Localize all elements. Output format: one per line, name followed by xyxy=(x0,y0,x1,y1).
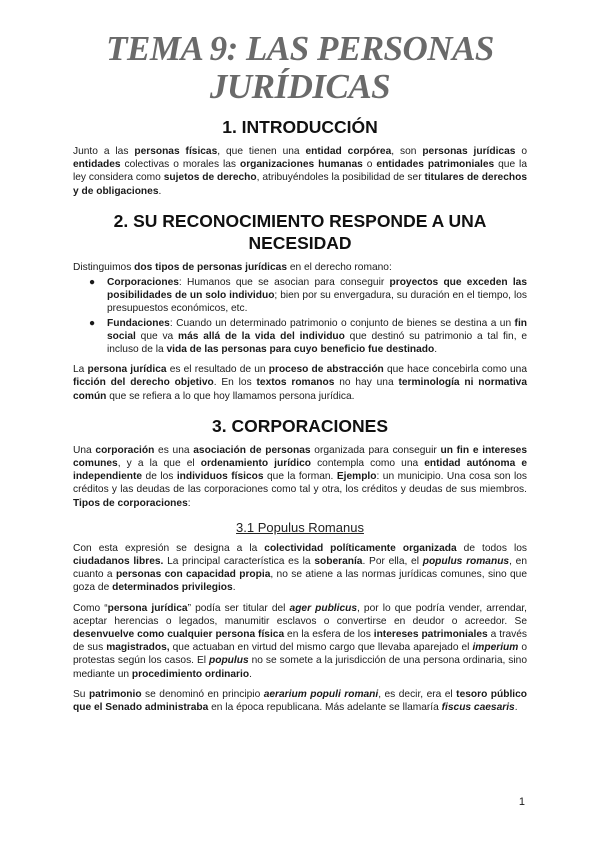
text-run: o xyxy=(515,146,528,157)
text-run: ager publicus xyxy=(289,602,358,614)
text-run: proyectos que exceden las posibilidades de un solo individuo xyxy=(107,277,527,302)
text-run: que la ley considera como xyxy=(73,159,527,184)
subsection-paragraph-1 xyxy=(73,542,527,595)
text-run: terminología ni normativa común xyxy=(73,377,527,402)
subsection-heading: 3.1 Populus Romanus xyxy=(236,519,364,535)
bullet-icon: ● xyxy=(89,277,96,289)
text-run: que la forman. xyxy=(263,471,337,483)
text-run: a través de sus xyxy=(73,629,527,654)
text-run: fiscus caesaris xyxy=(441,702,515,714)
document-page xyxy=(73,30,527,721)
text-run: , por lo que podría vender, arrendar, aceptar herencias o legados, manumitir esclavos o convertirse en deudor o acreedor. Se xyxy=(73,602,528,627)
text-run: corporación xyxy=(95,444,155,456)
text-run: : un municipio. Una cosa son los créditos y las deudas de las corporaciones como tal y otra, los créditos y deudas de sus miembros. xyxy=(73,471,527,496)
text-run: , que tienen una xyxy=(217,146,306,157)
text-run: personas jurídicas xyxy=(422,146,516,157)
text-run: . Por ella, el xyxy=(362,556,423,568)
section-3-heading: 3. CORPORACIONES xyxy=(212,415,388,436)
text-run: . xyxy=(232,582,236,594)
section-2-heading xyxy=(73,210,527,254)
text-run: Una xyxy=(73,444,96,456)
text-run: Ejemplo xyxy=(336,471,377,483)
text-run: populus xyxy=(209,655,249,667)
list-item-text xyxy=(107,318,527,355)
text-run: imperium xyxy=(472,642,519,654)
text-run: determinados privilegios xyxy=(112,582,233,594)
text-run: más allá de la vida del individuo xyxy=(178,330,345,342)
document-title xyxy=(73,30,527,106)
section-2-intro xyxy=(73,261,527,274)
subsection-paragraph-3 xyxy=(73,688,527,714)
text-run: sujetos de derecho xyxy=(163,172,257,184)
text-run: que va xyxy=(135,330,179,342)
text-run: , no se atiene a las normas jurídicas comunes, sino que goza de xyxy=(73,569,527,594)
text-run: Con esta expresión se designa a la xyxy=(73,542,265,554)
text-run: contempla como una xyxy=(310,458,425,470)
title-line-2: JURÍDICAS xyxy=(209,67,391,106)
text-run: que hace concebirla como una xyxy=(383,364,528,376)
text-run: de los xyxy=(142,471,177,483)
text-run: : Humanos que se asocian para conseguir xyxy=(178,277,390,289)
text-run: es una xyxy=(154,444,194,456)
title-line-1: TEMA 9: LAS PERSONAS xyxy=(106,29,494,68)
text-run: Junto a las xyxy=(73,146,135,157)
text-run: desenvuelve como cualquier persona física xyxy=(73,629,285,641)
bullet-icon: ● xyxy=(89,317,96,329)
text-run: ; bien por su envergadura, su duración en el tiempo, los presupuestos económicos, etc. xyxy=(107,290,527,315)
text-run: ciudadanos libres. xyxy=(73,556,168,568)
text-run: procedimiento ordinario xyxy=(131,668,250,680)
text-run: Tipos de corporaciones xyxy=(73,497,188,509)
text-run: ” podía ser titular del xyxy=(187,602,290,614)
text-run: proceso de abstracción xyxy=(268,364,384,376)
text-run: personas con capacidad propia xyxy=(115,569,271,581)
text-run: de todos los xyxy=(456,542,527,554)
text-run: Corporaciones xyxy=(107,277,179,289)
text-run: magistrados, xyxy=(106,642,170,654)
text-run: persona jurídica xyxy=(87,364,167,376)
page-number: 1 xyxy=(518,796,525,808)
text-run: , y a la que el xyxy=(117,458,201,470)
text-run: individuos físicos xyxy=(176,471,264,483)
text-run: organizada para conseguir xyxy=(310,444,441,456)
text-run: asociación de personas xyxy=(193,444,311,456)
text-run: que se refiera a lo que hoy llamamos persona jurídica. xyxy=(106,390,355,402)
text-run: intereses patrimoniales xyxy=(373,629,488,641)
text-run: , atribuyéndoles la posibilidad de ser xyxy=(256,172,425,184)
text-run: populus romanus xyxy=(422,556,510,568)
text-run: . xyxy=(158,185,162,197)
text-run: . xyxy=(514,702,518,714)
text-run: entidades xyxy=(73,159,121,171)
text-run: dos tipos de personas jurídicas xyxy=(134,261,288,273)
text-run: , en cuanto a xyxy=(73,556,527,581)
text-run: Como “ xyxy=(73,602,108,614)
section-2-closing xyxy=(73,363,527,403)
text-run: textos romanos xyxy=(256,377,335,389)
text-run: en la época republicana. Más adelante se llamaría xyxy=(208,702,442,714)
person-types-list xyxy=(73,276,527,356)
text-run: que destinó su patrimonio a tal fin, e incluso de la xyxy=(107,330,528,356)
text-run: Fundaciones xyxy=(107,317,170,329)
text-run: Distinguimos xyxy=(73,261,135,273)
text-run: personas físicas xyxy=(134,146,218,157)
section-3-paragraph xyxy=(73,444,527,510)
text-run: patrimonio xyxy=(88,688,142,700)
list-item-text xyxy=(107,277,527,314)
text-run: . En los xyxy=(213,377,257,389)
text-run: es el resultado de un xyxy=(166,364,269,376)
text-run: aerarium populi romani xyxy=(263,688,379,700)
text-run: colectivas o morales las xyxy=(120,159,240,171)
section-1-heading: 1. INTRODUCCIÓN xyxy=(222,117,378,137)
text-run: La principal característica es la xyxy=(167,556,315,568)
text-run: en el derecho romano: xyxy=(287,261,392,273)
text-run: . xyxy=(249,668,252,680)
text-run: , es decir, era el xyxy=(378,688,457,700)
text-run: : Cuando un determinado patrimonio o conjunto de bienes se destina a un xyxy=(169,317,515,329)
list-item xyxy=(89,276,527,316)
section-2-heading-line-1: 2. SU RECONOCIMIENTO RESPONDE A UNA xyxy=(113,210,487,231)
text-run: o xyxy=(362,159,377,171)
text-run: o protestas según los casos. El xyxy=(73,642,527,667)
text-run: : xyxy=(187,497,191,509)
text-run: no se somete a la jurisdicción de una persona ordinaria, sino mediante un xyxy=(73,655,527,680)
text-run: que actuaban en virtud del mismo cargo que llevaba aparejado el xyxy=(169,642,473,654)
text-run: persona jurídica xyxy=(107,602,188,614)
text-run: un fin e intereses comunes xyxy=(73,444,527,470)
text-run: entidad corpórea xyxy=(305,146,392,157)
text-run: . xyxy=(434,344,438,356)
text-run: titulares de derechos y de obligaciones xyxy=(73,172,527,197)
subsection-paragraph-2 xyxy=(73,602,527,681)
section-1-paragraph xyxy=(73,145,527,198)
text-run: fin social xyxy=(107,317,527,342)
text-run: se denominó en principio xyxy=(141,688,264,700)
text-run: en la esfera de los xyxy=(284,629,374,641)
text-run: entidad autónoma e independiente xyxy=(73,458,528,483)
section-2-heading-line-2: NECESIDAD xyxy=(248,232,352,253)
list-item xyxy=(89,317,528,357)
text-run: ordenamiento jurídico xyxy=(200,458,311,470)
text-run: , son xyxy=(391,146,423,157)
text-run: colectividad políticamente organizada xyxy=(264,542,457,554)
text-run: La xyxy=(73,364,88,376)
text-run: no hay una xyxy=(334,377,399,389)
text-run: Su xyxy=(73,688,89,700)
text-run: tesoro público que el Senado administraba xyxy=(73,688,527,714)
text-run: entidades patrimoniales xyxy=(376,159,495,171)
text-run: soberanía xyxy=(314,556,363,568)
text-run: vida de las personas para cuyo beneficio fue destinado xyxy=(166,344,435,356)
text-run: organizaciones humanas xyxy=(239,159,363,171)
text-run: ficción del derecho objetivo xyxy=(73,377,214,389)
